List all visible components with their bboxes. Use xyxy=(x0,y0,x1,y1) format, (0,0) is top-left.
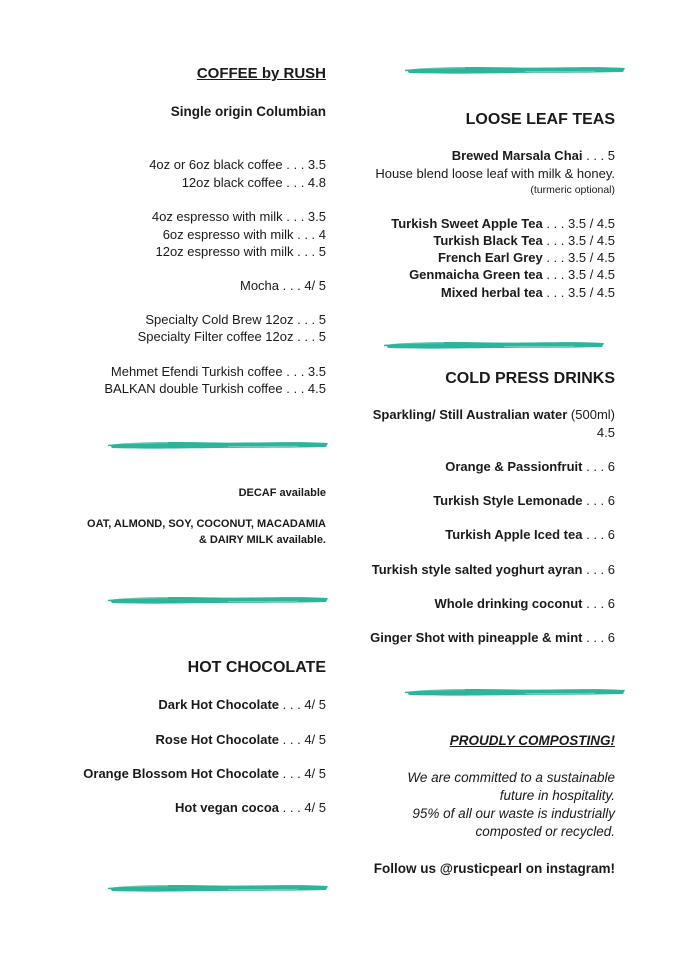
cold-press-item: Turkish Style Lemonade . . . 6 xyxy=(433,493,615,508)
teas-title: LOOSE LEAF TEAS xyxy=(465,111,615,128)
composting-title: PROUDLY COMPOSTING! xyxy=(449,733,615,748)
coffee-title: COFFEE by RUSH xyxy=(196,65,326,82)
hot-chocolate-item: Hot vegan cocoa . . . 4/ 5 xyxy=(175,800,326,815)
coffee-item: 4oz or 6oz black coffee . . . 3.5 xyxy=(149,157,326,172)
coffee-item: BALKAN double Turkish coffee . . . 4.5 xyxy=(104,381,326,396)
water-price: 4.5 xyxy=(596,425,615,440)
hot-chocolate-title: HOT CHOCOLATE xyxy=(187,659,326,676)
chai-note: (turmeric optional) xyxy=(530,184,615,196)
instagram-follow: Follow us @rusticpearl on instagram! xyxy=(373,861,615,876)
milk-options-line2: & DAIRY MILK available. xyxy=(198,534,326,546)
chai-description: House blend loose leaf with milk & honey. xyxy=(375,166,615,181)
cold-press-item: Orange & Passionfruit . . . 6 xyxy=(445,459,615,474)
right-column xyxy=(372,0,615,960)
brush-divider xyxy=(108,881,330,895)
brush-divider xyxy=(384,338,606,352)
cold-press-item: Turkish style salted yoghurt ayran . . . 6 xyxy=(371,562,615,577)
coffee-item: Mehmet Efendi Turkish coffee . . . 3.5 xyxy=(110,364,326,379)
brush-divider xyxy=(108,438,330,452)
cold-press-item: Whole drinking coconut . . . 6 xyxy=(434,596,615,611)
coffee-subtitle: Single origin Columbian xyxy=(170,104,326,119)
coffee-item: Mocha . . . 4/ 5 xyxy=(240,278,326,293)
hot-chocolate-item: Dark Hot Chocolate . . . 4/ 5 xyxy=(158,697,326,712)
brush-divider xyxy=(108,593,330,607)
hot-chocolate-item: Orange Blossom Hot Chocolate . . . 4/ 5 xyxy=(83,766,326,781)
tea-item: Genmaicha Green tea . . . 3.5 / 4.5 xyxy=(409,267,615,282)
brush-divider xyxy=(405,685,627,699)
coffee-item: 4oz espresso with milk . . . 3.5 xyxy=(151,209,326,224)
composting-line: future in hospitality. xyxy=(499,788,615,803)
composting-line: 95% of all our waste is industrially xyxy=(412,806,615,821)
composting-line: composted or recycled. xyxy=(475,824,615,839)
left-column xyxy=(60,0,326,960)
coffee-item: 6oz espresso with milk . . . 4 xyxy=(162,227,326,242)
tea-item: Turkish Black Tea . . . 3.5 / 4.5 xyxy=(433,233,615,248)
coffee-item: 12oz black coffee . . . 4.8 xyxy=(181,175,326,190)
tea-item: Mixed herbal tea . . . 3.5 / 4.5 xyxy=(440,285,615,300)
cold-press-item: Turkish Apple Iced tea . . . 6 xyxy=(445,527,615,542)
brush-divider xyxy=(405,63,627,77)
tea-item: Turkish Sweet Apple Tea . . . 3.5 / 4.5 xyxy=(391,216,615,231)
composting-line: We are committed to a sustainable xyxy=(407,770,615,785)
coffee-item: Specialty Cold Brew 12oz . . . 5 xyxy=(145,312,326,327)
hot-chocolate-item: Rose Hot Chocolate . . . 4/ 5 xyxy=(155,732,326,747)
coffee-item: Specialty Filter coffee 12oz . . . 5 xyxy=(137,329,326,344)
coffee-item: 12oz espresso with milk . . . 5 xyxy=(155,244,326,259)
decaf-note: DECAF available xyxy=(238,487,326,499)
cold-press-item: Ginger Shot with pineapple & mint . . . 6 xyxy=(370,630,615,645)
water-item: Sparkling/ Still Australian water (500ml) xyxy=(372,407,615,422)
milk-options-line1: OAT, ALMOND, SOY, COCONUT, MACADAMIA xyxy=(87,518,326,530)
chai-item: Brewed Marsala Chai . . . 5 xyxy=(451,148,615,163)
tea-item: French Earl Grey . . . 3.5 / 4.5 xyxy=(437,250,615,265)
cold-press-title: COLD PRESS DRINKS xyxy=(445,370,615,387)
